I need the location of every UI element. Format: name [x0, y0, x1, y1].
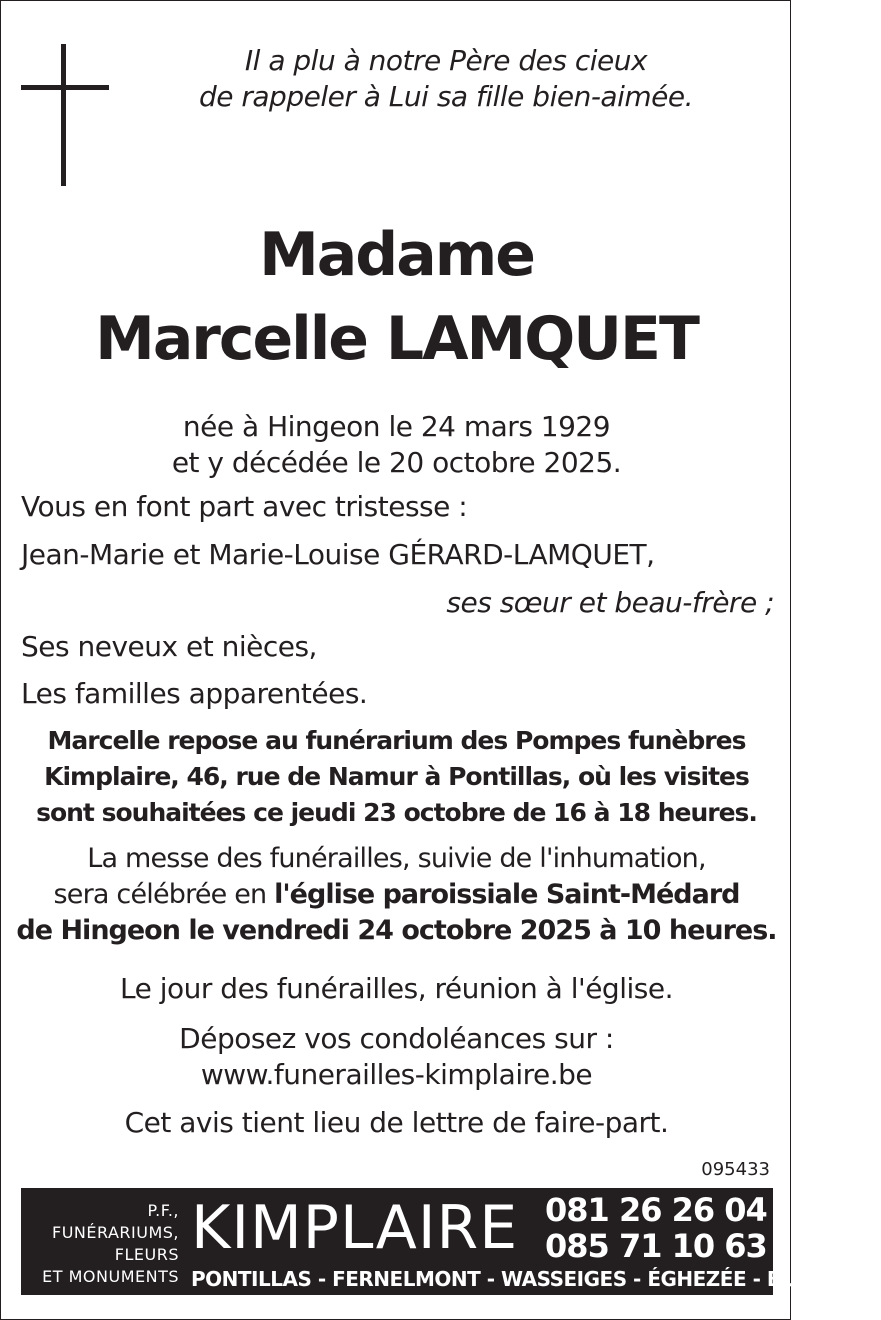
- condolences-label: Déposez vos condoléances sur :: [179, 1022, 614, 1055]
- church-name: l'église paroissiale Saint-Médard: [274, 879, 740, 910]
- deceased-title: Madame: [259, 220, 534, 290]
- mass-line-3: de Hingeon le vendredi 24 octobre 2025 à 10 heures.: [16, 915, 777, 946]
- mass-info: [1, 841, 792, 949]
- visitation-line-2: Kimplaire, 46, rue de Namur à Pontillas, où les visites: [44, 762, 749, 791]
- family-line-2: Ses neveux et nièces,: [21, 630, 317, 663]
- birth-line: née à Hingeon le 24 mars 1929: [182, 410, 611, 443]
- family-relation: ses sœur et beau-frère ;: [446, 586, 774, 619]
- condolences-url[interactable]: www.funerailles-kimplaire.be: [200, 1058, 593, 1091]
- death-line: et y décédée le 20 octobre 2025.: [171, 446, 622, 479]
- service-item: FUNÉRARIUMS,: [52, 1223, 179, 1242]
- intro-verse: [151, 43, 741, 115]
- visitation-line-3: sont souhaitées ce jeudi 23 octobre de 16 à 18 heures.: [36, 798, 757, 827]
- dates-block: [1, 409, 792, 481]
- towns-list: PONTILLAS - FERNELMONT - WASSEIGES - ÉGHEZÉE - BURDINNE: [191, 1267, 881, 1291]
- family-intro: Vous en font part avec tristesse :: [21, 490, 468, 523]
- intro-line-2: de rappeler à Lui sa fille bien-aimée.: [198, 80, 693, 113]
- family-line-3: Les familles apparentées.: [21, 677, 368, 710]
- reference-number: 095433: [701, 1159, 770, 1180]
- services-list: [27, 1200, 179, 1288]
- brand-name: KIMPLAIRE: [191, 1193, 519, 1263]
- deceased-name-block: [1, 213, 792, 381]
- visitation-info: [1, 723, 792, 831]
- mass-line-2-prefix: sera célébrée en: [53, 879, 275, 910]
- deceased-name: Marcelle LAMQUET: [95, 304, 698, 374]
- cross-icon-bar: [21, 85, 109, 90]
- cross-icon: [61, 44, 66, 186]
- phone-2[interactable]: 085 71 10 63: [545, 1227, 767, 1265]
- mass-line-1: La messe des funérailles, suivie de l'inhumation,: [87, 843, 706, 874]
- family-line-1: Jean-Marie et Marie-Louise GÉRARD-LAMQUET,: [21, 538, 655, 571]
- intro-line-1: Il a plu à notre Père des cieux: [244, 44, 648, 77]
- visitation-line-1: Marcelle repose au funérarium des Pompes funèbres: [47, 726, 746, 755]
- mass-line-2: [1, 877, 792, 913]
- service-item: FLEURS: [114, 1245, 179, 1264]
- funeral-home-banner: [21, 1188, 881, 1295]
- service-item: P.F.,: [147, 1201, 179, 1220]
- gathering-info: Le jour des funérailles, réunion à l'église.: [120, 972, 673, 1005]
- phone-1[interactable]: 081 26 26 04: [545, 1191, 767, 1229]
- notice-text: Cet avis tient lieu de lettre de faire-part.: [124, 1106, 669, 1139]
- service-item: ET MONUMENTS: [42, 1267, 179, 1286]
